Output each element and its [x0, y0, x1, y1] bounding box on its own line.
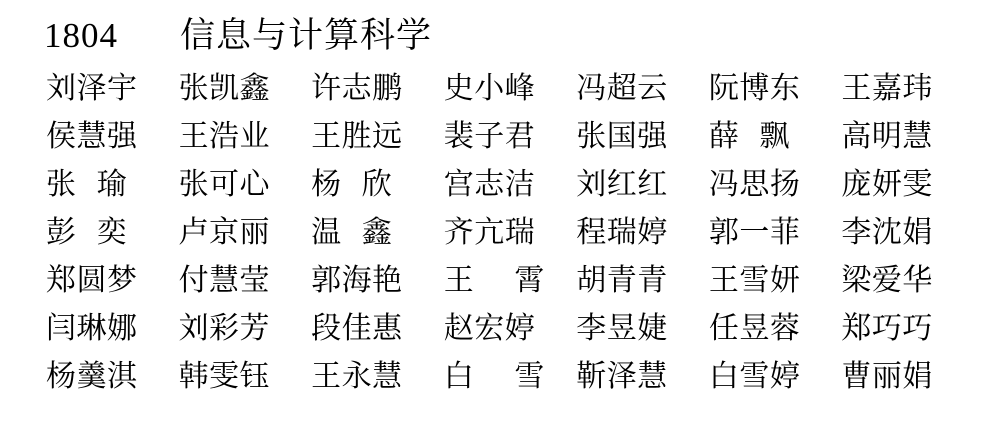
student-name: 曹丽娟	[841, 358, 933, 394]
table-row	[44, 209, 972, 257]
student-name: 韩雯钰	[178, 358, 271, 394]
student-name: 阮博东	[708, 70, 801, 106]
student-name: 赵宏婷	[443, 310, 536, 346]
student-name: 王永慧	[311, 358, 403, 394]
student-name: 刘彩芳	[178, 310, 271, 346]
table-row	[44, 305, 972, 353]
student-name: 白 雪	[443, 358, 545, 394]
student-name: 程瑞婷	[576, 214, 668, 250]
student-name: 闫琳娜	[46, 310, 138, 346]
student-name: 许志鹏	[311, 70, 403, 106]
student-name: 靳泽慧	[576, 358, 668, 394]
table-row	[44, 65, 972, 113]
student-name: 梁爱华	[841, 262, 933, 298]
student-name: 段佳惠	[311, 310, 403, 346]
student-name: 宫志洁	[443, 166, 536, 202]
student-name: 张国强	[576, 118, 668, 154]
student-name: 郑巧巧	[841, 310, 933, 346]
student-name: 张 瑜	[46, 166, 128, 202]
student-name: 白雪婷	[708, 358, 801, 394]
student-name-list	[44, 65, 972, 401]
student-name: 冯思扬	[708, 166, 801, 202]
student-name: 侯慧强	[46, 118, 138, 154]
student-name: 王浩业	[178, 118, 271, 154]
student-name: 冯超云	[576, 70, 668, 106]
student-name: 温 鑫	[311, 214, 393, 250]
student-name: 李昱婕	[576, 310, 668, 346]
table-row	[44, 161, 972, 209]
student-name: 裴子君	[443, 118, 536, 154]
student-name: 王雪妍	[708, 262, 801, 298]
student-name: 胡青青	[576, 262, 668, 298]
student-name: 刘红红	[576, 166, 668, 202]
major-name: 信息与计算科学	[180, 16, 433, 56]
student-name: 史小峰	[443, 70, 536, 106]
student-name: 齐亢瑞	[443, 214, 536, 250]
student-name: 卢京丽	[178, 214, 271, 250]
student-name: 郭海艳	[311, 262, 403, 298]
student-name: 付慧莹	[178, 262, 271, 298]
student-name: 高明慧	[841, 118, 933, 154]
student-name: 薛 飘	[708, 118, 790, 154]
student-name: 庞妍雯	[841, 166, 933, 202]
class-code: 1804	[44, 16, 118, 55]
student-name: 王 霄	[443, 262, 545, 298]
table-row	[44, 353, 972, 401]
student-name: 李沈娟	[841, 214, 933, 250]
student-name: 刘泽宇	[46, 70, 138, 106]
student-name: 任昱蓉	[708, 310, 801, 346]
student-name: 彭 奕	[46, 214, 128, 250]
student-name: 杨 欣	[311, 166, 393, 202]
student-name: 杨羹淇	[46, 358, 138, 394]
student-name: 王嘉玮	[841, 70, 933, 106]
student-name: 张可心	[178, 166, 271, 202]
student-name: 张凯鑫	[178, 70, 271, 106]
page-title	[44, 14, 972, 59]
table-row	[44, 257, 972, 305]
student-name: 王胜远	[311, 118, 403, 154]
student-name: 郭一菲	[708, 214, 801, 250]
table-row	[44, 113, 972, 161]
student-name: 郑圆梦	[46, 262, 138, 298]
